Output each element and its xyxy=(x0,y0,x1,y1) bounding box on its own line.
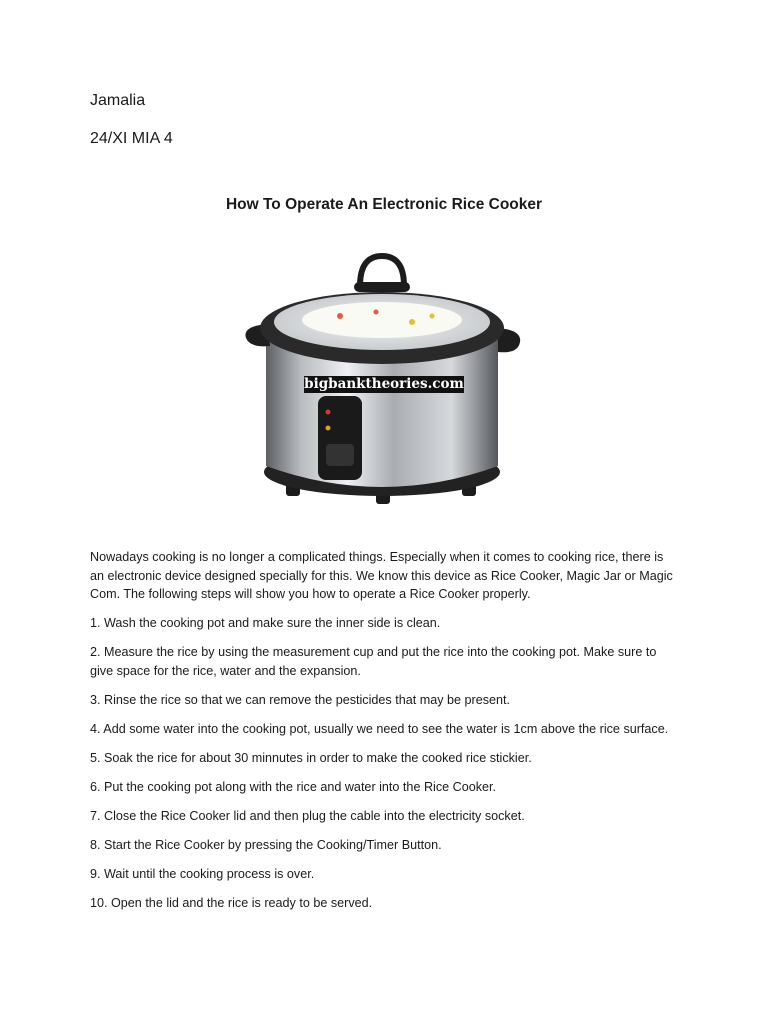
step-item: 7. Close the Rice Cooker lid and then plug the cable into the electricity socket. xyxy=(90,809,525,824)
step-item: 1. Wash the cooking pot and make sure the inner side is clean. xyxy=(90,616,441,630)
step-item: 5. Soak the rice for about 30 minnutes in order to make the cooked rice stickier. xyxy=(90,750,532,765)
class-label: 24/XI MIA 4 xyxy=(90,130,173,147)
step-item: 9. Wait until the cooking process is over. xyxy=(90,867,315,882)
rice-cooker-image xyxy=(236,246,532,526)
step-item: 2. Measure the rice by using the measurement cup and put the rice into the cooking pot. Make sure to give space for the rice, water and the expansion. xyxy=(90,645,657,678)
steps-list xyxy=(90,614,680,923)
step-item: 10. Open the lid and the rice is ready to be served. xyxy=(90,896,373,911)
step-item: 4. Add some water into the cooking pot, usually we need to see the water is 1cm above the rice surface. xyxy=(90,721,669,736)
document-title: How To Operate An Electronic Rice Cooker xyxy=(225,196,543,213)
author-name: Jamalia xyxy=(90,92,146,109)
intro-paragraph: Nowadays cooking is no longer a complicated things. Especially when it comes to cooking rice, there is an electronic device designed specially for this. We know this device as Rice Cooker, Magic Jar or Magic Com. The following steps will show you how to operate a Rice Cooker properly. xyxy=(90,550,673,601)
watermark-text: bigbanktheories.com xyxy=(304,376,464,392)
step-item: 3. Rinse the rice so that we can remove the pesticides that may be present. xyxy=(90,692,511,707)
step-item: 8. Start the Rice Cooker by pressing the Cooking/Timer Button. xyxy=(90,838,442,853)
step-item: 6. Put the cooking pot along with the rice and water into the Rice Cooker. xyxy=(90,779,497,794)
